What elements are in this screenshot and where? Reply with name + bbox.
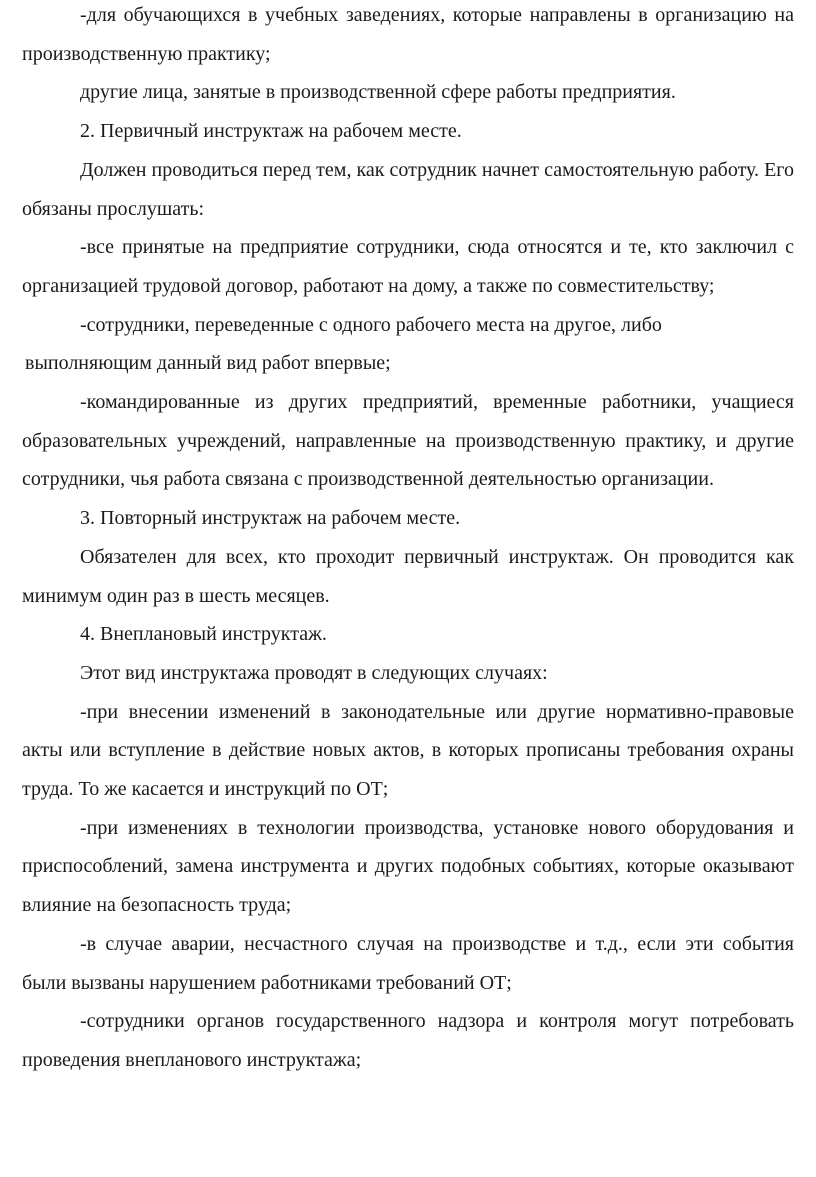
paragraph-seconded-workers: -командированные из других предприятий, временные работники, учащиеся образовательных учреждений, направленные на производственную практику, и другие сотрудники, чья работа связана с производственной деятельностью организации. (22, 391, 794, 491)
paragraph-technology-changes: -при изменениях в технологии производства, установке нового оборудования и приспособлений, замена инструмента и других подобных событиях, которые оказывают влияние на безопасность труда; (22, 816, 794, 917)
document-body (22, 0, 794, 1080)
paragraph-transferred-continuation: выполняющим данный вид работ впервые; (25, 352, 391, 375)
paragraph-transferred-employees: -сотрудники, переведенные с одного рабочего места на другое, либо (80, 313, 662, 336)
paragraph-primary-briefing-intro: Должен проводиться перед тем, как сотрудник начнет самостоятельную работу. Его обязаны прослушать: (22, 158, 794, 220)
paragraph-supervision-request: -сотрудники органов государственного надзора и контроля могут потребовать проведения внепланового инструктажа; (22, 1010, 794, 1071)
paragraph-repeat-briefing: Обязателен для всех, кто проходит первичный инструктаж. Он проводится как минимум один раз в шесть месяцев. (22, 545, 794, 607)
paragraph-accident-case: -в случае аварии, несчастного случая на производстве и т.д., если эти события были вызваны нарушением работниками требований ОТ; (22, 932, 794, 994)
paragraph-other-persons: другие лица, занятые в производственной сфере работы предприятия. (80, 81, 676, 104)
paragraph-legal-changes: -при внесении изменений в законодательные или другие нормативно-правовые акты или вступление в действие новых актов, в которых прописаны требования охраны труда. То же касается и инструкций по ОТ; (22, 700, 794, 801)
paragraph-all-employees: -все принятые на предприятие сотрудники, сюда относятся и те, кто заключил с организацией трудовой договор, работают на дому, а также по совместительству; (22, 236, 794, 297)
heading-repeat-briefing: 3. Повторный инструктаж на рабочем месте. (80, 507, 461, 530)
heading-primary-briefing: 2. Первичный инструктаж на рабочем месте. (80, 120, 462, 143)
heading-unscheduled-briefing: 4. Внеплановый инструктаж. (80, 623, 327, 646)
paragraph-students-practice: -для обучающихся в учебных заведениях, которые направлены в организацию на производственную практику; (22, 4, 794, 65)
paragraph-unscheduled-cases: Этот вид инструктажа проводят в следующих случаях: (80, 661, 548, 684)
